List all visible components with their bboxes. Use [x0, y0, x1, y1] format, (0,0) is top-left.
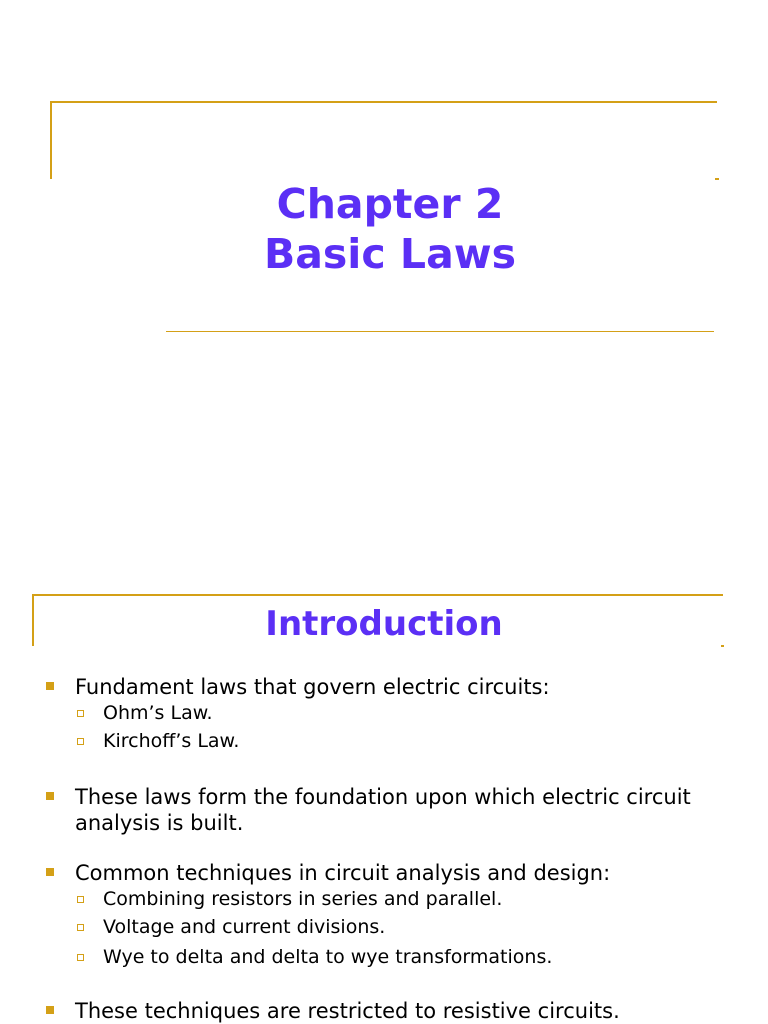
sub-bullet-text: Voltage and current divisions. [103, 916, 386, 938]
bullet-text: Common techniques in circuit analysis and design: [75, 861, 611, 885]
frame-left-rule [50, 101, 52, 179]
square-bullet-icon [46, 792, 54, 800]
frame-top-rule [50, 101, 717, 103]
bullet-item [46, 998, 746, 1024]
square-bullet-icon [46, 1006, 54, 1014]
hollow-square-bullet-icon [77, 954, 84, 961]
chapter-title: Chapter 2 [276, 180, 504, 228]
hollow-square-bullet-icon [77, 738, 84, 745]
sub-bullet-item [77, 700, 757, 726]
introduction-slide [0, 560, 768, 1024]
sub-bullet-text: Ohm’s Law. [103, 702, 213, 724]
sub-bullet-item [77, 886, 757, 912]
bullet-item [46, 860, 746, 886]
sub-bullet-text: Kirchoff’s Law. [103, 730, 240, 752]
bullet-text: These laws form the foundation upon which electric circuit analysis is built. [75, 785, 691, 835]
square-bullet-icon [46, 868, 54, 876]
bullet-item [46, 784, 746, 836]
bullet-item [46, 674, 746, 700]
sub-bullet-text: Combining resistors in series and parallel. [103, 888, 503, 910]
sub-bullet-item [77, 914, 757, 940]
sub-bullet-item [77, 728, 757, 754]
title-underline-rule [166, 331, 714, 332]
bullet-list [0, 560, 768, 1024]
chapter-subtitle: Basic Laws [263, 230, 517, 278]
hollow-square-bullet-icon [77, 710, 84, 717]
frame-corner-tick [715, 178, 719, 180]
sub-bullet-item [77, 944, 757, 970]
bullet-text: Fundament laws that govern electric circuits: [75, 675, 550, 699]
sub-bullet-text: Wye to delta and delta to wye transformations. [103, 946, 553, 968]
hollow-square-bullet-icon [77, 924, 84, 931]
slide-heading: Introduction [265, 604, 503, 644]
hollow-square-bullet-icon [77, 896, 84, 903]
square-bullet-icon [46, 682, 54, 690]
bullet-text: These techniques are restricted to resistive circuits. [75, 999, 620, 1023]
